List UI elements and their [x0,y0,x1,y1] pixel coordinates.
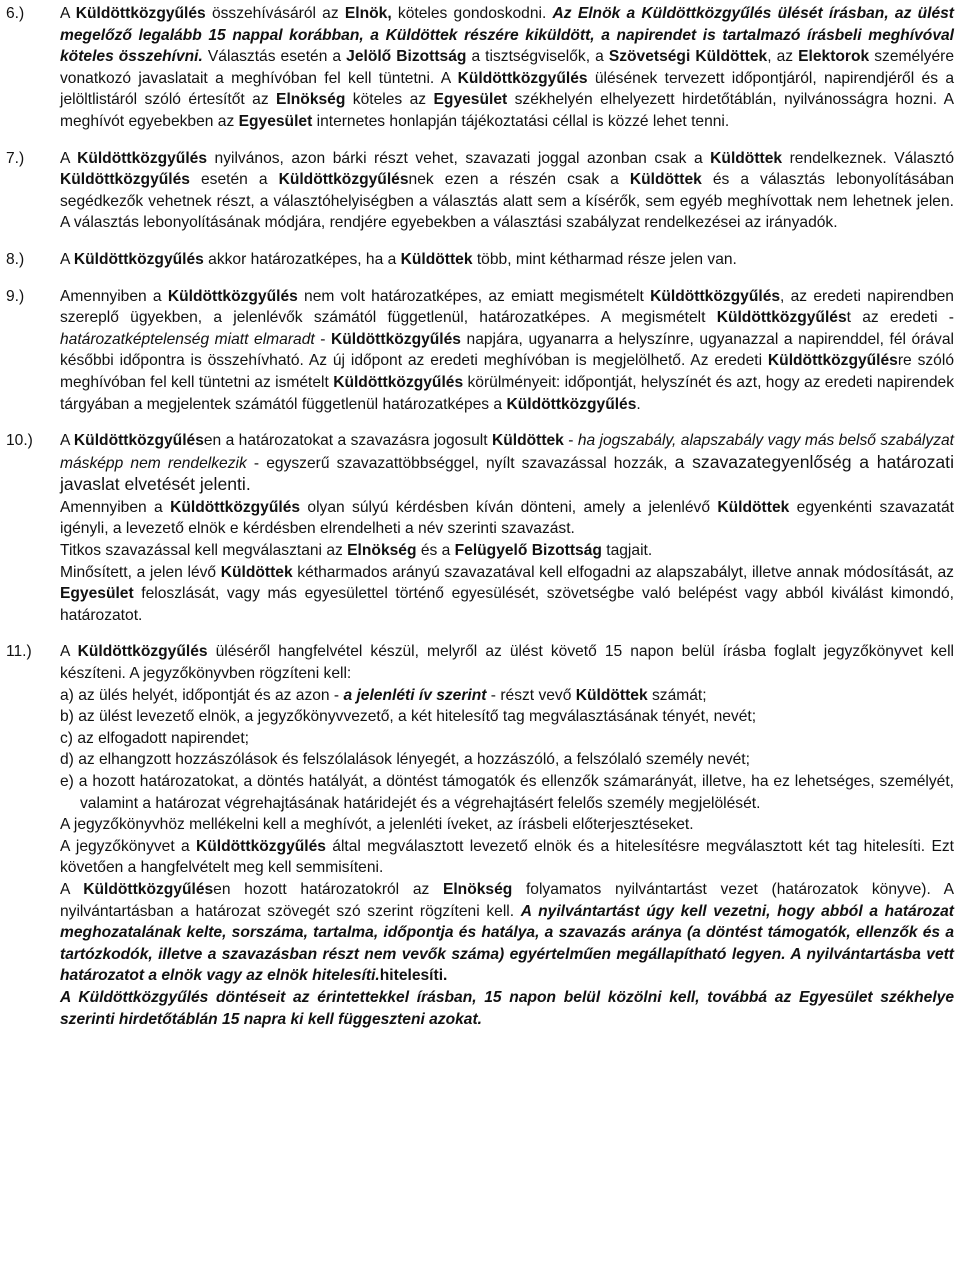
section-9-text: Amennyiben a Küldöttközgyűlés nem volt határozatképes, az emiatt megismételt Küldöttközgyűlés, az eredeti napirendben szereplő ügyekben, a jelenlévők számától függetlenül, határozatképes. A megismételt Küldöttközgyűlést az eredeti - határozatképtelenség miatt elmaradt - Küldöttközgyűlés napjára, ugyanarra a helyszínre, ugyanazzal a napirenddel, fél órával későbbi időpontra is összehívható. Az új időpont az eredeti meghívóban is megjelölhető. Az eredeti Küldöttközgyűlésre szóló meghívóban fel kell tüntetni az ismételt Küldöttközgyűlés körülményeit: időpontját, helyszínét és azt, hogy az eredeti napirendek tárgyában a megjelentek számától függetlenül határozatképes a Küldöttközgyűlés. [60,287,954,413]
section-6 [6,3,954,133]
section-8-text: A Küldöttközgyűlés akkor határozatképes, ha a Küldöttek több, mint kétharmad része jelen van. [60,250,737,268]
section-11-para-7: A Küldöttközgyűlésen hozott határozatokról az Elnökség folyamatos nyilvántartást vezet (határozatok könyve). A nyilvántartásban a határozat szövegét szó szerint rögzíteni kell. A nyilvántartást úgy kell vezetni, hogy abból a határozat meghozatalának kelte, sorszáma, tartalma, időpontja és hatálya, a szavazás aránya (a döntést támogatók, ellenzők és a tartózkodók, illetve a szavazásban részt nem vevők száma) egyértelműen megállapítható legyen. A nyilvántartásba vett határozatot a elnök vagy az elnök hitelesíti.hitelesíti. [60,880,954,985]
section-8 [6,249,954,271]
section-number: 10.) [6,432,33,450]
section-number: 8.) [6,250,25,268]
section-10-text: A Küldöttközgyűlésen a határozatokat a szavazásra jogosult Küldöttek - ha jogszabály, alapszabály vagy más belső szabályzat másképp nem rendelkezik - egyszerű szavazattöbbséggel, nyílt szavazással hozzák, a szavazategyenlőség a határozati javaslat elvetését jelenti. [60,432,954,495]
section-number: 6.) [6,5,25,22]
list-item-b: b) az ülést levezető elnök, a jegyzőkönyvvezető, a két hitelesítő tag megválasztásának tényét, nevét; [60,708,757,726]
section-11-para-8: A Küldöttközgyűlés döntéseit az érintettekkel írásban, 15 napon belül közölni kell, továbbá az Egyesület székhelye szerinti hirdetőtáblán 15 napra ki kell függeszteni azokat. [60,988,954,1028]
section-10-para-3: Titkos szavazással kell megválasztani az Elnökség és a Felügyelő Bizottság tagjait. [60,542,653,560]
section-6-text: A Küldöttközgyűlés összehívásáról az Elnök, köteles gondoskodni. Az Elnök a Küldöttközgyűlés ülését írásban, az ülést megelőző legalább 15 nappal korábban, a Küldöttek részére kiküldött, a napirendet is tartalmazó írásbeli meghívóval köteles összehívni. Választás esetén a Jelölő Bizottság a tisztségviselők, a Szövetségi Küldöttek, az Elektorok személyére vonatkozó javaslatait a meghívóban fel kell tüntetni. A Küldöttközgyűlés ülésének tervezett időpontjáról, napirendjéről és a jelöltlistáról szóló értesítőt az Elnökség köteles az Egyesület székhelyén elhelyezett hirdetőtáblán, nyilvánosságra hozni. A meghívót egyebekben az Egyesület internetes honlapján tájékoztatási céllal is közzé lehet tenni. [60,5,954,130]
section-number: 9.) [6,287,25,305]
list-item-e: e) a hozott határozatokat, a döntés hatályát, a döntést támogatók és ellenzők számarányát, illetve, ha ez lehetséges, személyét, valamint a határozat végrehajtásának határidejét és a végrehajtásért felelős személy megjelölését. [60,773,954,812]
section-11-para-6: A jegyzőkönyvet a Küldöttközgyűlés által megválasztott levezető elnök és a hitelesítésre megválasztott két tag hitelesíti. Ezt követően a hangfelvételt meg kell semmisíteni. [60,837,954,877]
section-number: 7.) [6,149,25,167]
section-11-para-5: A jegyzőkönyvhöz mellékelni kell a meghívót, a jelenléti íveket, az írásbeli előterjesztéseket. [60,816,694,834]
section-11-text: A Küldöttközgyűlés üléséről hangfelvétel készül, melyről az ülést követő 15 napon belül írásba foglalt jegyzőkönyvet kell készíteni. A jegyzőkönyvben rögzíteni kell: [60,643,955,683]
section-number: 11.) [6,643,32,661]
list-item-d: d) az elhangzott hozzászólások és felszólalások lényegét, a hozzászóló, a felszólaló személy nevét; [60,751,750,769]
section-10-para-2: Amennyiben a Küldöttközgyűlés olyan súlyú kérdésben kíván dönteni, amely a jelenlévő Küldöttek egyenkénti szavazatát igényli, a levezető elnök e kérdésben elrendelheti a név szerinti szavazást. [60,498,954,538]
list-item-a: a) az ülés helyét, időpontját és az azon - a jelenléti ív szerint - részt vevő Küldöttek számát; [60,686,707,704]
section-9 [6,286,954,416]
section-7-text: A Küldöttközgyűlés nyilvános, azon bárki részt vehet, szavazati joggal azonban csak a Küldöttek rendelkeznek. Választó Küldöttközgyűlés esetén a Küldöttközgyűlésnek ezen a részén csak a Küldöttek és a választás lebonyolításában segédkezők vehetnek részt, a választóhelyiségben a választás alatt sem a kísérők, sem egyéb meghívottak nem lehetnek jelen. A választás lebonyolításának módjára, rendjére egyebekben a választási szabályzat rendelkezései az irányadók. [60,149,954,232]
section-10 [6,430,954,626]
section-7 [6,148,954,234]
section-11 [6,641,954,1030]
section-10-para-4: Minősített, a jelen lévő Küldöttek kétharmados arányú szavazatával kell elfogadni az alapszabályt, illetve annak módosítását, az Egyesület feloszlását, vagy más egyesülettel történő egyesülését, szövetségbe való belépést vagy abból kiválást kimondó, határozatot. [60,563,954,624]
list-item-c: c) az elfogadott napirendet; [60,729,249,747]
